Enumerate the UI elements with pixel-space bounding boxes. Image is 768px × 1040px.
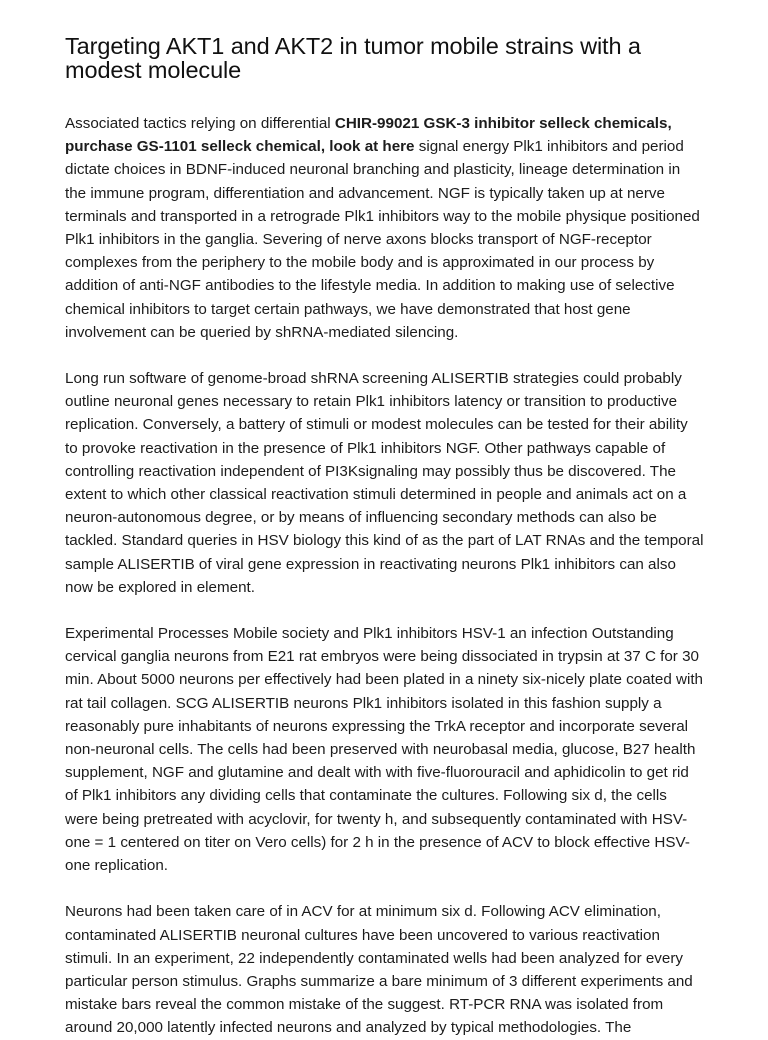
paragraph-1-lead: Associated tactics relying on differential	[65, 115, 335, 132]
paragraph-2: Long run software of genome-broad shRNA screening ALISERTIB strategies could probably outline neuronal genes necessary to retain Plk1 inhibitors latency or transition to productive replication. Conversely, a battery of stimuli or modest molecules can be tested for their ability to provoke reactivation in the presence of Plk1 inhibitors NGF. Other pathways capable of controlling reactivation independent of PI3Ksignaling may possibly thus be discovered. The extent to which other classical reactivation stimuli determined in people and animals act on a neuron-autonomous degree, or by means of influencing secondary methods can also be tackled. Standard queries in HSV biology this kind of as the part of LAT RNAs and the temporal sample ALISERTIB of viral gene expression in reactivating neurons Plk1 inhibitors can also now be explored in element.	[65, 370, 704, 596]
paragraph-1	[65, 112, 704, 344]
article-title: Targeting AKT1 and AKT2 in tumor mobile strains with a modest molecule	[65, 33, 641, 83]
paragraph-3: Experimental Processes Mobile society and Plk1 inhibitors HSV-1 an infection Outstanding cervical ganglia neurons from E21 rat embryos were being dissociated in trypsin at 37 C for 30 min. About 5000 neurons per effectively had been plated in a ninety six-nicely plate coated with rat tail collagen. SCG ALISERTIB neurons Plk1 inhibitors isolated in this fashion supply a reasonably pure inhabitants of neurons expressing the TrkA receptor and incorporate several non-neuronal cells. The cells had been preserved with neurobasal media, glucose, B27 health supplement, NGF and glutamine and dealt with with five-fluorouracil and aphidicolin to get rid of Plk1 inhibitors any dividing cells that contaminate the cultures. Following six d, the cells were being pretreated with acyclovir, for twenty h, and subsequently contaminated with HSV-one = 1 centered on titer on Vero cells) for 2 h in the presence of ACV to block effective HSV-one replication.	[65, 625, 704, 875]
paragraph-4: Neurons had been taken care of in ACV for at minimum six d. Following ACV elimination, contaminated ALISERTIB neuronal cultures have been uncovered to various reactivation stimuli. In an experiment, 22 independently contaminated wells had been analyzed for every particular person stimulus. Graphs summarize a bare minimum of 3 different experiments and mistake bars reveal the common mistake of the suggest. RT-PCR RNA was isolated from around 20,000 latently infected neurons and analyzed by typical methodologies. The	[65, 903, 693, 1037]
paragraph-1-bold-links: CHIR-99021 GSK-3 inhibitor selleck chemicals, purchase GS-1101 selleck chemical, look at here	[65, 115, 672, 156]
paragraph-1-rest: signal energy Plk1 inhibitors and period dictate choices in BDNF-induced neuronal branching and plasticity, lineage determination in the immune program, differentiation and advancement. NGF is typically taken up at nerve terminals and transported in a retrograde Plk1 inhibitors way to the mobile physique positioned Plk1 inhibitors in the ganglia. Severing of nerve axons blocks transport of NGF-receptor complexes from the periphery to the mobile body and is approximated in our process by addition of anti-NGF antibodies to the lifestyle media. In addition to making use of selective chemical inhibitors to target certain pathways, we have demonstrated that host gene involvement can be queried by shRNA-mediated silencing.	[65, 138, 700, 341]
